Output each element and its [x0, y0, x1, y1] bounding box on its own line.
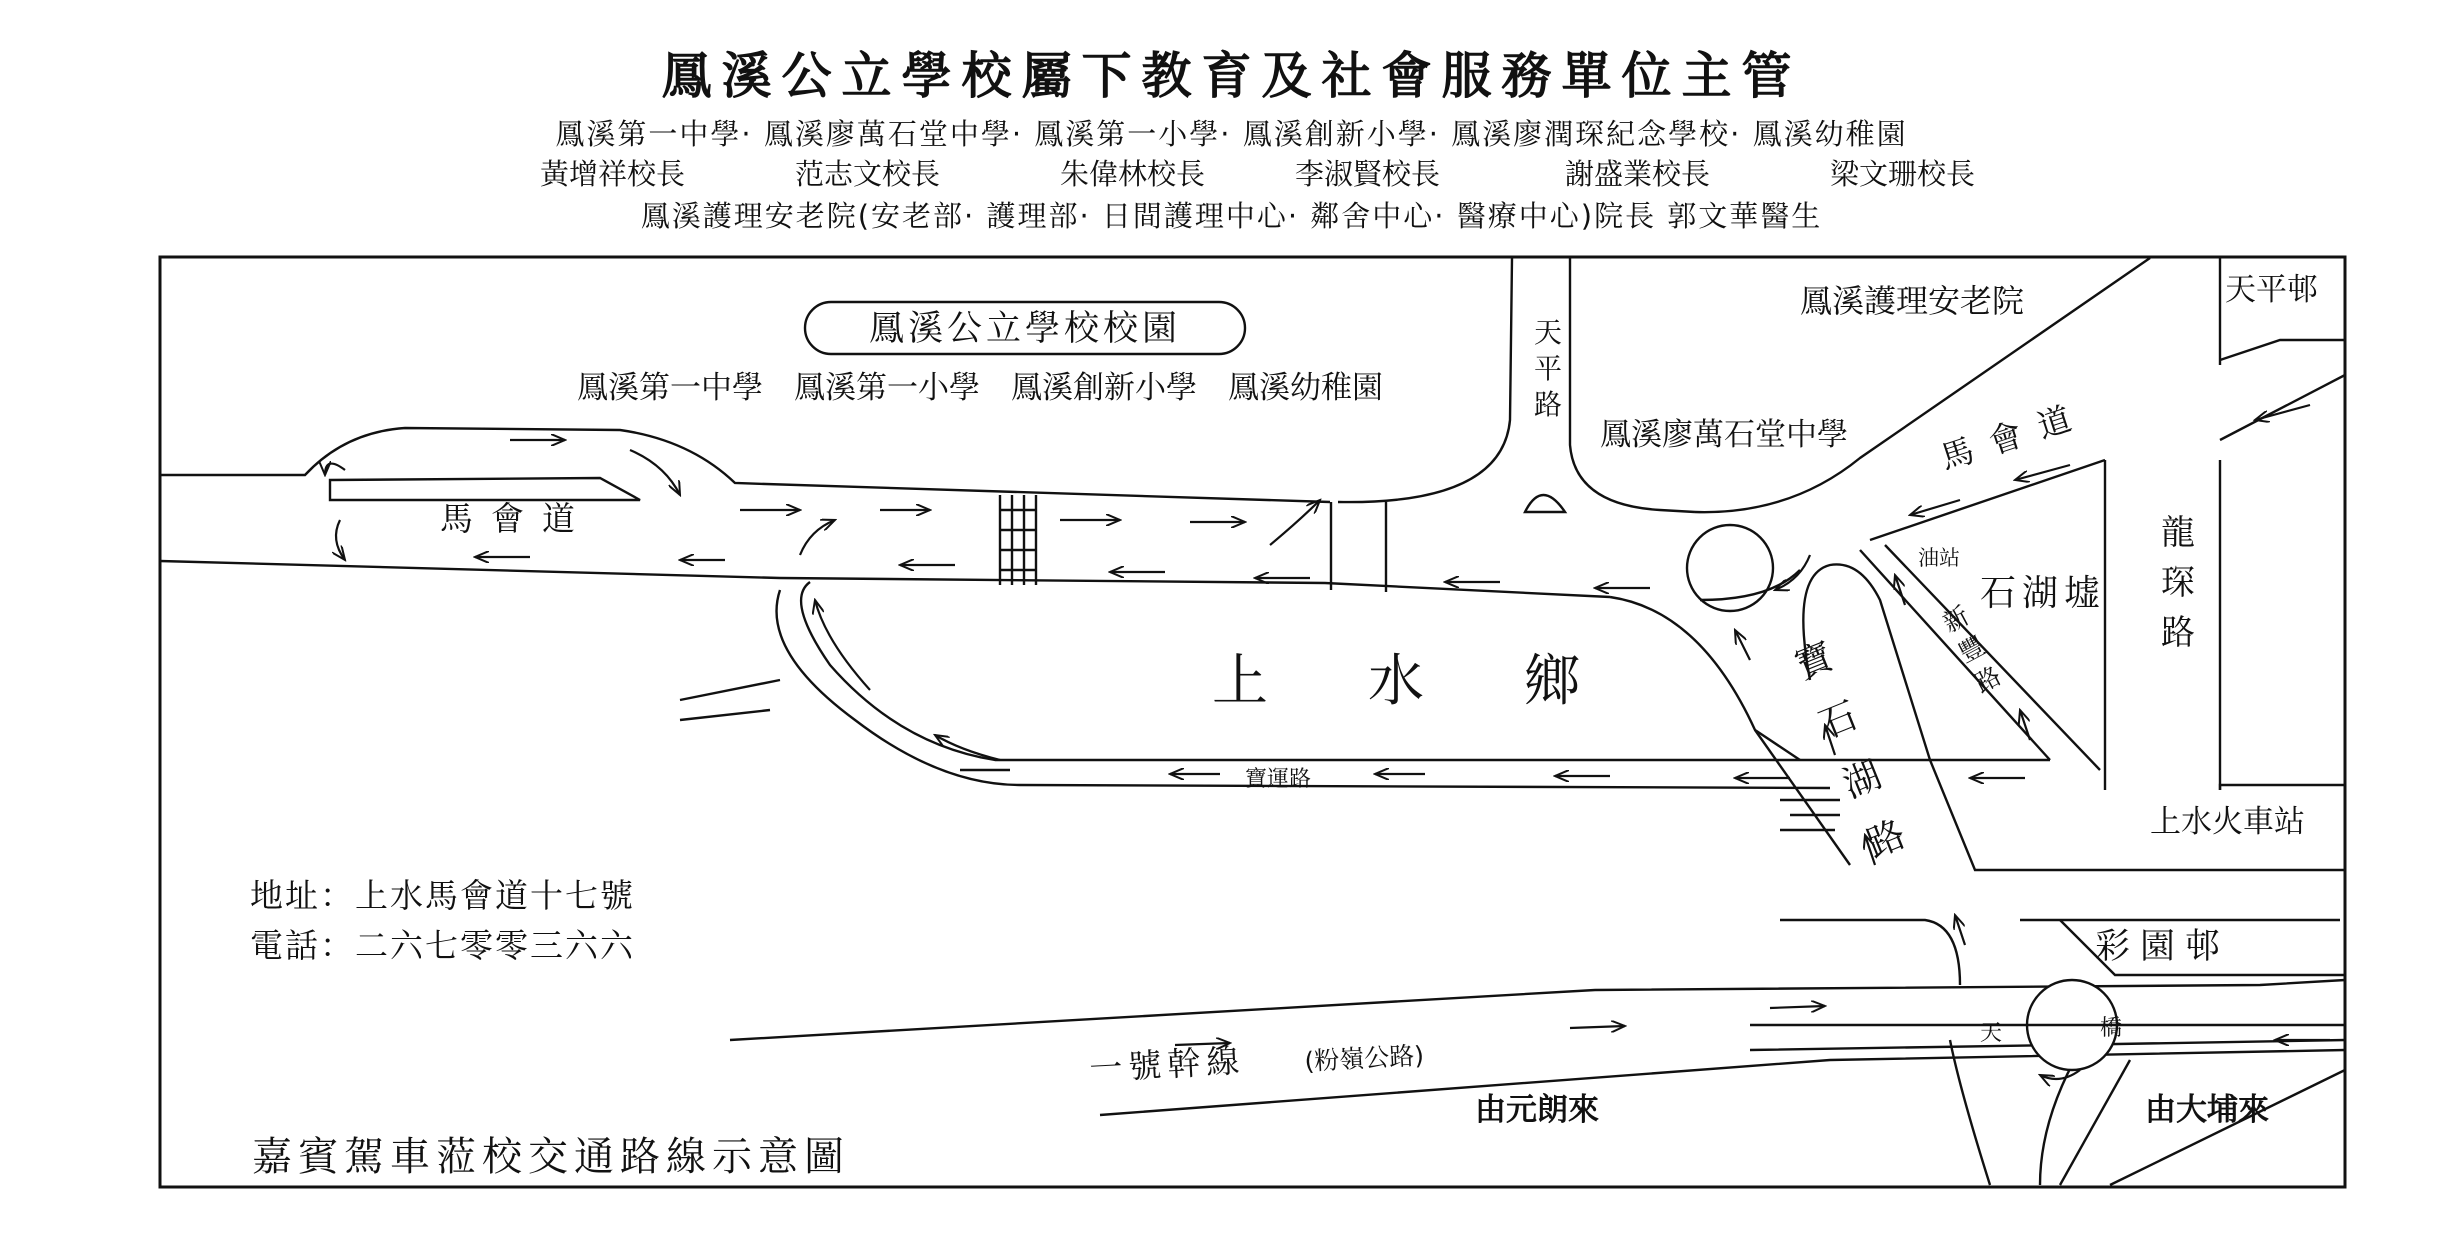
page-title: 鳳溪公立學校屬下教育及社會服務單位主管	[661, 47, 1802, 105]
principal-name: 李淑賢校長	[1295, 157, 1441, 191]
from-yuen-long-label: 由元朗來	[1475, 1092, 1599, 1128]
map-caption: 嘉賓駕車蒞校交通路線示意圖	[252, 1134, 850, 1180]
phone: 電話：二六七零零三六六	[250, 926, 635, 965]
direction-arrows	[325, 405, 2330, 1079]
choi-yuen-estate-label: 彩園邨	[2095, 927, 2231, 967]
principal-name: 朱偉林校長	[1060, 157, 1206, 191]
petrol-station-label: 油站	[1918, 546, 1960, 570]
route1-label: 一號幹線	[1088, 1040, 1247, 1088]
tin-ping-road	[1338, 258, 1695, 512]
ma-wui-road-east-label: 馬會道	[1935, 393, 2093, 478]
flyover-tin-label: 天	[1980, 1021, 2003, 1046]
nursing-home-label: 鳳溪護理安老院	[1800, 282, 2025, 320]
address: 地址：上水馬會道十七號	[250, 876, 635, 915]
sheung-shui-heung-label: 上 水 鄉	[1212, 649, 1602, 714]
po-wan-road-label: 寶運路	[1245, 767, 1312, 792]
route1-sub-label: (粉嶺公路)	[1303, 1040, 1425, 1076]
principal-name: 范志文校長	[795, 157, 941, 191]
liu-man-shek-school-label: 鳳溪廖萬石堂中學	[1600, 417, 1848, 453]
campus-label: 鳳溪公立學校校園	[868, 309, 1182, 349]
from-tai-po-label: 由大埔來	[2145, 1092, 2269, 1128]
po-shek-wu-road-vertical: 寶石湖路	[1788, 634, 1912, 866]
tin-ping-road-vertical: 天平路	[1533, 316, 1562, 421]
campus-schools: 鳳溪第一中學 鳳溪第一小學 鳳溪創新小學 鳳溪幼稚園	[577, 370, 1383, 406]
tin-ping-estate-label: 天平邨	[2225, 272, 2318, 308]
elderly-home-line: 鳳溪護理安老院(安老部· 護理部· 日間護理中心· 鄰舍中心· 醫療中心)院長 郭文華醫生	[640, 199, 1823, 233]
lung-sum-avenue-vertical: 龍琛路	[2161, 513, 2195, 653]
sheung-shui-station-label: 上水火車站	[2150, 804, 2305, 840]
schools-list: 鳳溪第一中學· 鳳溪廖萬石堂中學· 鳳溪第一小學· 鳳溪創新小學· 鳳溪廖潤琛紀念學校· 鳳溪幼稚園	[555, 117, 1908, 151]
principal-name: 謝盛業校長	[1565, 157, 1711, 191]
ma-wui-road-west-label: 馬會道	[440, 499, 593, 538]
principal-name: 黃增祥校長	[540, 157, 686, 191]
principal-name: 梁文珊校長	[1830, 157, 1976, 191]
ma-wui-road	[160, 428, 1610, 597]
flyover-kiu-label: 橋	[2100, 1016, 2123, 1041]
shek-wu-hui-label: 石湖墟	[1980, 573, 2107, 614]
san-fung-avenue-vertical: 新豐路	[1938, 600, 2006, 699]
